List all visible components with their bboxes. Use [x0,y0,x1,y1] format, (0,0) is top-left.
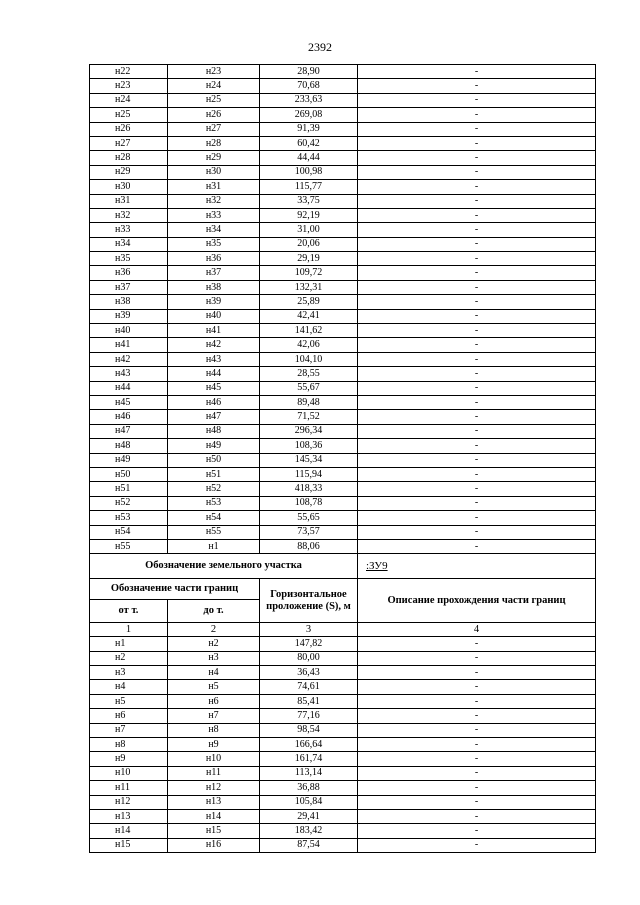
table-row [90,824,596,838]
point-to: н24 [168,79,260,93]
point-to: н5 [168,680,260,694]
description-value: - [358,838,596,852]
description-value: - [358,395,596,409]
point-to: н14 [168,809,260,823]
length-value: 87,54 [260,838,358,852]
description-value: - [358,352,596,366]
table-row [90,467,596,481]
point-to: н51 [168,467,260,481]
point-to: н26 [168,108,260,122]
table-row [90,93,596,107]
description-value: - [358,766,596,780]
point-to: н6 [168,694,260,708]
table-row [90,439,596,453]
description-value: - [358,467,596,481]
length-value: 113,14 [260,766,358,780]
point-to: н55 [168,525,260,539]
boundary-table [89,64,596,853]
description-value: - [358,723,596,737]
point-from: н15 [90,838,168,852]
length-value: 233,63 [260,93,358,107]
land-plot-row [90,554,596,579]
point-to: н46 [168,395,260,409]
point-to: н7 [168,709,260,723]
length-value: 91,39 [260,122,358,136]
point-to: н1 [168,539,260,553]
table-row [90,795,596,809]
point-to: н3 [168,651,260,665]
point-to: н50 [168,453,260,467]
table-row [90,482,596,496]
description-value: - [358,651,596,665]
point-from: н38 [90,295,168,309]
table-row [90,410,596,424]
length-value: 28,55 [260,367,358,381]
table-row [90,381,596,395]
length-value: 183,42 [260,824,358,838]
description-value: - [358,65,596,79]
point-from: н33 [90,223,168,237]
point-from: н35 [90,252,168,266]
point-to: н42 [168,338,260,352]
table-body-bottom [90,637,596,853]
description-value: - [358,752,596,766]
description-value: - [358,424,596,438]
description-value: - [358,208,596,222]
description-value: - [358,453,596,467]
point-to: н2 [168,637,260,651]
table-row [90,809,596,823]
table-body-top [90,65,596,554]
table-row [90,680,596,694]
point-from: н51 [90,482,168,496]
description-value: - [358,295,596,309]
point-from: н34 [90,237,168,251]
header-description: Описание прохождения части границ [358,579,596,623]
point-to: н44 [168,367,260,381]
length-value: 98,54 [260,723,358,737]
table-row [90,738,596,752]
point-from: н45 [90,395,168,409]
point-to: н53 [168,496,260,510]
length-value: 141,62 [260,324,358,338]
length-value: 109,72 [260,266,358,280]
point-from: н55 [90,539,168,553]
description-value: - [358,511,596,525]
land-plot-label: Обозначение земельного участка [90,554,358,579]
table-row [90,637,596,651]
point-from: н27 [90,136,168,150]
length-value: 418,33 [260,482,358,496]
point-to: н4 [168,666,260,680]
length-value: 42,06 [260,338,358,352]
table-row [90,79,596,93]
length-value: 36,88 [260,781,358,795]
point-to: н48 [168,424,260,438]
description-value: - [358,738,596,752]
description-value: - [358,482,596,496]
table-row [90,151,596,165]
point-from: н5 [90,694,168,708]
point-to: н11 [168,766,260,780]
description-value: - [358,694,596,708]
description-value: - [358,781,596,795]
point-to: н23 [168,65,260,79]
description-value: - [358,680,596,694]
length-value: 42,41 [260,309,358,323]
point-from: н40 [90,324,168,338]
point-from: н30 [90,180,168,194]
table-row [90,395,596,409]
point-to: н45 [168,381,260,395]
length-value: 108,78 [260,496,358,510]
point-from: н4 [90,680,168,694]
table-row [90,424,596,438]
description-value: - [358,410,596,424]
point-from: н32 [90,208,168,222]
point-from: н24 [90,93,168,107]
header-length: Горизонтальное проложение (S), м [260,579,358,623]
table-row [90,324,596,338]
description-value: - [358,439,596,453]
length-value: 74,61 [260,680,358,694]
point-to: н36 [168,252,260,266]
length-value: 166,64 [260,738,358,752]
table-row [90,709,596,723]
point-from: н37 [90,280,168,294]
description-value: - [358,795,596,809]
point-from: н10 [90,766,168,780]
description-value: - [358,637,596,651]
description-value: - [358,165,596,179]
table-row [90,194,596,208]
length-value: 115,94 [260,467,358,481]
table-row [90,136,596,150]
point-to: н32 [168,194,260,208]
table-row [90,752,596,766]
length-value: 89,48 [260,395,358,409]
point-to: н49 [168,439,260,453]
length-value: 73,57 [260,525,358,539]
point-to: н13 [168,795,260,809]
table-row [90,694,596,708]
length-value: 60,42 [260,136,358,150]
length-value: 55,65 [260,511,358,525]
length-value: 80,00 [260,651,358,665]
column-number: 2 [168,623,260,637]
length-value: 29,41 [260,809,358,823]
length-value: 77,16 [260,709,358,723]
point-from: н48 [90,439,168,453]
length-value: 296,34 [260,424,358,438]
length-value: 55,67 [260,381,358,395]
point-to: н16 [168,838,260,852]
header-part: Обозначение части границ [90,579,260,600]
column-number: 1 [90,623,168,637]
point-to: н30 [168,165,260,179]
point-to: н54 [168,511,260,525]
point-to: н27 [168,122,260,136]
point-from: н6 [90,709,168,723]
description-value: - [358,136,596,150]
point-to: н38 [168,280,260,294]
length-value: 104,10 [260,352,358,366]
description-value: - [358,122,596,136]
point-to: н31 [168,180,260,194]
length-value: 105,84 [260,795,358,809]
description-value: - [358,338,596,352]
table-row [90,208,596,222]
point-from: н3 [90,666,168,680]
length-value: 145,34 [260,453,358,467]
point-from: н8 [90,738,168,752]
length-value: 269,08 [260,108,358,122]
point-to: н25 [168,93,260,107]
table-row [90,266,596,280]
length-value: 44,44 [260,151,358,165]
column-numbers-row [90,623,596,637]
table-row [90,511,596,525]
point-from: н43 [90,367,168,381]
description-value: - [358,266,596,280]
point-from: н23 [90,79,168,93]
point-from: н14 [90,824,168,838]
table-row [90,180,596,194]
table-row [90,766,596,780]
point-from: н41 [90,338,168,352]
description-value: - [358,223,596,237]
description-value: - [358,709,596,723]
column-number: 3 [260,623,358,637]
description-value: - [358,108,596,122]
table-row [90,525,596,539]
point-to: н37 [168,266,260,280]
point-from: н13 [90,809,168,823]
point-from: н54 [90,525,168,539]
length-value: 100,98 [260,165,358,179]
point-from: н1 [90,637,168,651]
point-to: н35 [168,237,260,251]
point-from: н25 [90,108,168,122]
point-from: н28 [90,151,168,165]
description-value: - [358,237,596,251]
length-value: 108,36 [260,439,358,453]
length-value: 29,19 [260,252,358,266]
description-value: - [358,252,596,266]
description-value: - [358,539,596,553]
length-value: 88,06 [260,539,358,553]
length-value: 31,00 [260,223,358,237]
length-value: 115,77 [260,180,358,194]
table-row [90,352,596,366]
point-from: н7 [90,723,168,737]
description-value: - [358,496,596,510]
point-to: н41 [168,324,260,338]
point-to: н40 [168,309,260,323]
description-value: - [358,809,596,823]
point-from: н29 [90,165,168,179]
table-row [90,651,596,665]
table-header-section [90,554,596,637]
point-from: н22 [90,65,168,79]
length-value: 92,19 [260,208,358,222]
description-value: - [358,381,596,395]
table-row [90,237,596,251]
description-value: - [358,180,596,194]
description-value: - [358,367,596,381]
point-from: н12 [90,795,168,809]
point-from: н11 [90,781,168,795]
table-row [90,338,596,352]
table-row [90,65,596,79]
point-to: н12 [168,781,260,795]
column-number: 4 [358,623,596,637]
point-from: н39 [90,309,168,323]
point-from: н50 [90,467,168,481]
point-to: н10 [168,752,260,766]
table-row [90,108,596,122]
length-value: 20,06 [260,237,358,251]
length-value: 132,31 [260,280,358,294]
header-row-1 [90,579,596,600]
point-from: н26 [90,122,168,136]
length-value: 28,90 [260,65,358,79]
table-row [90,666,596,680]
point-to: н9 [168,738,260,752]
length-value: 71,52 [260,410,358,424]
length-value: 161,74 [260,752,358,766]
description-value: - [358,280,596,294]
table-row [90,295,596,309]
table-row [90,252,596,266]
description-value: - [358,309,596,323]
table-row [90,838,596,852]
table-row [90,223,596,237]
length-value: 25,89 [260,295,358,309]
point-to: н28 [168,136,260,150]
description-value: - [358,93,596,107]
point-to: н33 [168,208,260,222]
point-to: н8 [168,723,260,737]
description-value: - [358,194,596,208]
point-to: н34 [168,223,260,237]
description-value: - [358,324,596,338]
land-plot-value: :ЗУ9 [358,554,596,579]
point-to: н43 [168,352,260,366]
length-value: 70,68 [260,79,358,93]
point-from: н2 [90,651,168,665]
description-value: - [358,79,596,93]
table-row [90,122,596,136]
table-row [90,496,596,510]
length-value: 33,75 [260,194,358,208]
point-from: н52 [90,496,168,510]
point-to: н39 [168,295,260,309]
length-value: 85,41 [260,694,358,708]
point-from: н44 [90,381,168,395]
description-value: - [358,666,596,680]
table-row [90,781,596,795]
description-value: - [358,824,596,838]
length-value: 36,43 [260,666,358,680]
table-row [90,309,596,323]
header-from: от т. [90,600,168,623]
point-from: н47 [90,424,168,438]
point-to: н29 [168,151,260,165]
point-from: н36 [90,266,168,280]
table-row [90,367,596,381]
point-from: н31 [90,194,168,208]
point-to: н52 [168,482,260,496]
point-to: н15 [168,824,260,838]
header-to: до т. [168,600,260,623]
table-row [90,453,596,467]
point-to: н47 [168,410,260,424]
table-row [90,280,596,294]
table-row [90,723,596,737]
point-from: н9 [90,752,168,766]
description-value: - [358,525,596,539]
length-value: 147,82 [260,637,358,651]
point-from: н42 [90,352,168,366]
point-from: н46 [90,410,168,424]
point-from: н49 [90,453,168,467]
description-value: - [358,151,596,165]
table-row [90,165,596,179]
point-from: н53 [90,511,168,525]
table-row [90,539,596,553]
page-number: 2392 [308,40,332,54]
